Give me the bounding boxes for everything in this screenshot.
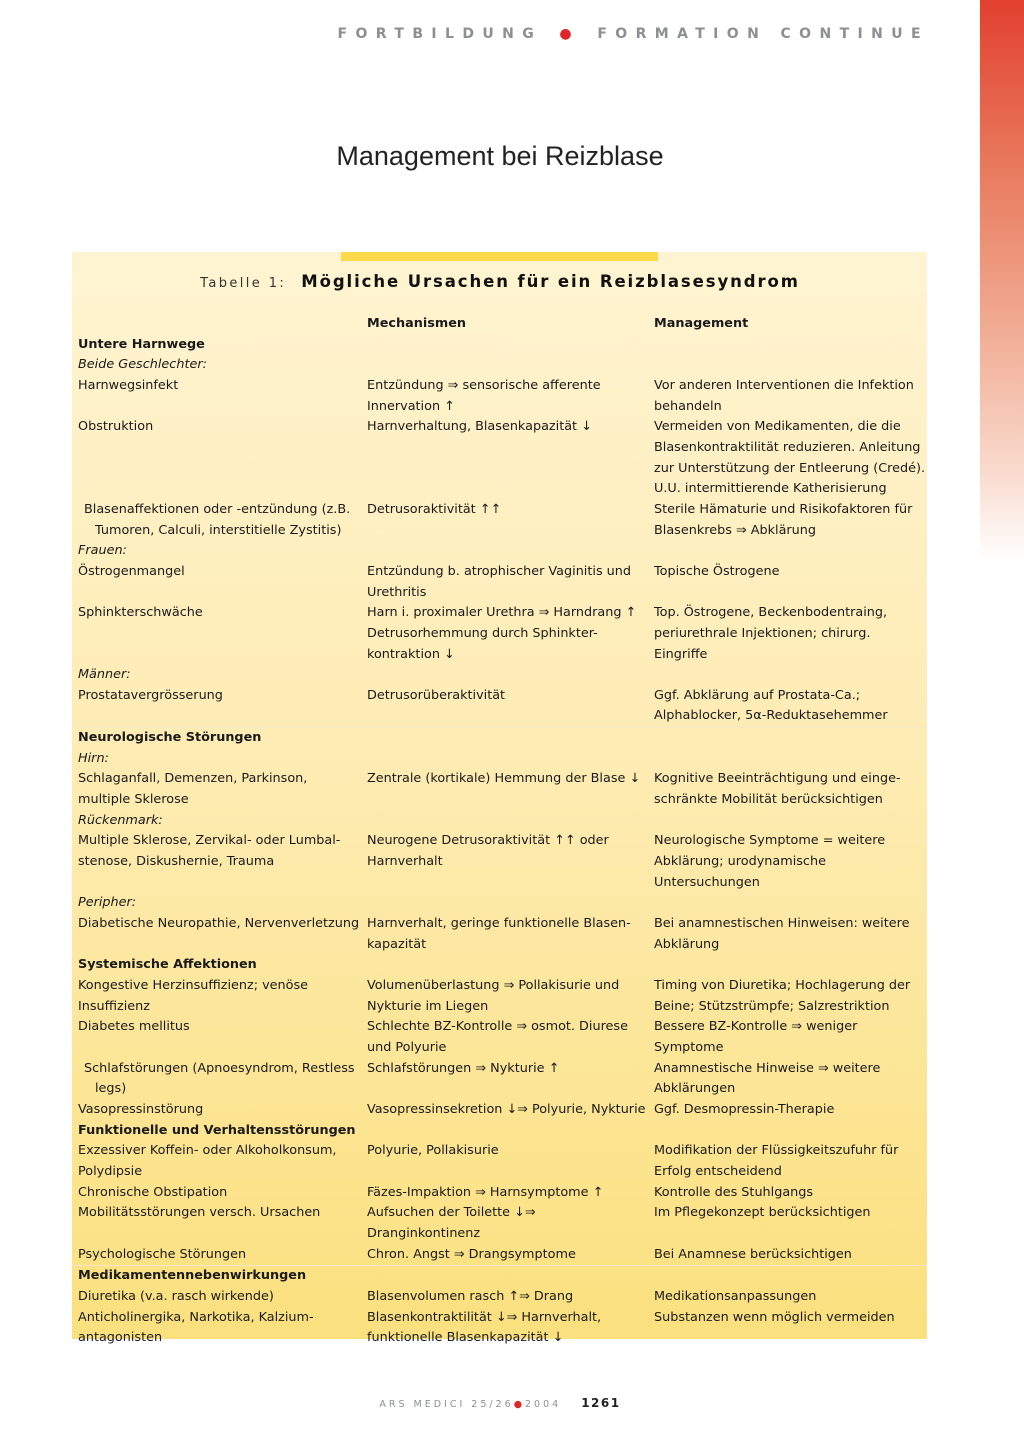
header-mechanisms: Mechanismen — [367, 316, 466, 331]
cause-cell: Neurologische Störungen — [72, 728, 361, 749]
table-caption — [0, 272, 1000, 291]
mechanism-cell: Blasenkontraktilität ↓⇒ Harnverhalt, funktionelle Blasenkapazität ↓ — [367, 1309, 602, 1346]
table-row — [72, 686, 927, 728]
cause-cell: Frauen: — [78, 543, 127, 559]
management-cell: Sterile Hämaturie und Risikofaktoren für Blasenkrebs ⇒ Abklärung — [654, 501, 913, 538]
table-label: Tabelle 1: — [200, 276, 287, 291]
table-row — [72, 562, 927, 603]
table-row — [72, 1308, 927, 1349]
table-row — [72, 831, 927, 893]
table-row — [72, 914, 927, 955]
subcategory-row — [72, 355, 927, 376]
mechanism-cell: Harn i. proximaler Urethra ⇒ Harndrang ↑ Detrusorhemmung durch Sphinkter-kontraktion ↓ — [367, 605, 637, 662]
cause-cell: Obstruktion — [78, 419, 154, 435]
cause-cell: Vasopressinstörung — [78, 1101, 204, 1117]
cause-cell: Prostatavergrösserung — [78, 687, 223, 703]
subcategory-row — [72, 893, 927, 914]
management-cell: Vermeiden von Medikamenten, die die Blasenkontraktilität reduzieren. Anleitung zur Unterstützung der Entleerung (Credé). U.U. intermittierende Katherisierung — [654, 419, 926, 497]
table-row — [72, 417, 927, 500]
cause-cell: Diabetes mellitus — [78, 1019, 190, 1035]
management-cell — [648, 728, 927, 749]
management-cell: Bessere BZ-Kontrolle ⇒ weniger Symptome — [654, 1019, 858, 1055]
mechanism-cell: Schlafstörungen ⇒ Nykturie ↑ — [367, 1060, 560, 1076]
mechanism-cell: Entzündung b. atrophischer Vaginitis und Urethritis — [367, 563, 632, 600]
cause-cell: Exzessiver Koffein- oder Alkoholkonsum, Polydipsie — [78, 1143, 337, 1179]
section-header-fr: FORMATION CONTINUE — [597, 26, 929, 42]
management-cell — [648, 541, 927, 562]
cause-cell: Untere Harnwege — [78, 336, 205, 352]
mechanism-cell — [361, 541, 648, 562]
page-footer — [0, 1392, 1000, 1411]
management-cell: Im Pflegekonzept berücksichtigen — [654, 1205, 871, 1221]
subcategory-row — [72, 811, 927, 832]
journal-year: 2004 — [524, 1399, 562, 1410]
cause-cell: Rückenmark: — [78, 812, 163, 828]
table-row — [72, 976, 927, 1017]
cause-cell: Diabetische Neuropathie, Nervenverletzung — [78, 916, 360, 932]
subcategory-row — [72, 541, 927, 562]
mechanism-cell: Entzündung ⇒ sensorische afferente Innervation ↑ — [367, 377, 601, 414]
section-header-de: FORTBILDUNG — [337, 26, 543, 42]
page-number: 1261 — [581, 1396, 621, 1410]
category-row — [72, 955, 927, 976]
table-header-row — [72, 314, 927, 335]
mechanism-cell: Detrusorüberaktivität — [367, 687, 506, 703]
cause-cell: Anticholinergika, Narkotika, Kalzium-antagonisten — [78, 1309, 314, 1346]
table-row — [72, 1245, 927, 1266]
table-body — [72, 335, 927, 1349]
cause-cell: Kongestive Herzinsuffizienz; venöse Insuffizienz — [78, 978, 309, 1014]
table-title: Mögliche Ursachen für ein Reizblasesyndrom — [301, 272, 800, 291]
cause-cell — [72, 500, 361, 541]
table-row — [72, 1100, 927, 1121]
mechanism-cell — [361, 728, 648, 749]
cause-cell: Diuretika (v.a. rasch wirkende) — [78, 1288, 274, 1304]
cause-cell: Sphinkterschwäche — [78, 605, 203, 621]
cause-cell: Hirn: — [78, 750, 109, 766]
cause-cell: Östrogenmangel — [78, 563, 185, 579]
header-cause — [72, 314, 361, 335]
mechanism-cell: Zentrale (kortikale) Hemmung der Blase ↓ — [367, 771, 641, 787]
journal-name: ARS MEDICI 25/26 — [379, 1399, 514, 1410]
table-row — [72, 1059, 927, 1100]
cause-cell: Männer: — [78, 667, 131, 683]
management-cell: Substanzen wenn möglich vermeiden — [654, 1309, 895, 1325]
section-header — [338, 26, 929, 42]
management-cell: Neurologische Symptome = weitere Abklärung; urodynamische Untersuchungen — [654, 833, 886, 890]
mechanism-cell: Detrusoraktivität ↑↑ — [367, 501, 502, 517]
page-title: Management bei Reizblase — [336, 141, 664, 171]
management-cell — [648, 335, 927, 356]
management-cell: Kognitive Beeinträchtigung und einge-schränkte Mobilität berücksichtigen — [654, 771, 901, 808]
mechanism-cell: Aufsuchen der Toilette ↓⇒ Dranginkontinenz — [367, 1205, 536, 1241]
table-row — [72, 1017, 927, 1058]
management-cell — [648, 811, 927, 832]
table-row — [72, 1183, 927, 1204]
cause-cell: Funktionelle und Verhaltensstörungen — [78, 1122, 356, 1138]
mechanism-cell: Volumenüberlastung ⇒ Pollakisurie und Nykturie im Liegen — [367, 978, 620, 1014]
mechanism-cell: Fäzes-Impaktion ⇒ Harnsymptome ↑ — [367, 1184, 604, 1200]
management-cell — [648, 1121, 927, 1142]
mechanism-cell — [361, 355, 648, 376]
cause-cell — [72, 1059, 361, 1100]
category-row — [72, 1266, 927, 1287]
table-row — [72, 1141, 927, 1182]
management-cell: Kontrolle des Stuhlgangs — [654, 1184, 814, 1200]
header-management: Management — [654, 316, 749, 331]
cause-cell: Beide Geschlechter: — [78, 357, 207, 373]
cause-text: Schlafstörungen (Apnoesyndrom, Restless legs) — [84, 1060, 355, 1097]
mechanism-cell — [361, 1266, 648, 1287]
red-dot-icon: ● — [513, 1399, 525, 1410]
category-row — [72, 1121, 927, 1142]
table-row — [72, 1203, 927, 1244]
subcategory-row — [72, 749, 927, 770]
cause-cell: Systemische Affektionen — [78, 957, 257, 973]
mechanism-cell: Chron. Angst ⇒ Drangsymptome — [367, 1246, 576, 1262]
management-cell: Ggf. Desmopressin-Therapie — [654, 1101, 835, 1117]
management-cell: Vor anderen Interventionen die Infektion behandeln — [654, 377, 914, 414]
management-cell — [648, 955, 927, 976]
cause-cell: Harnwegsinfekt — [78, 377, 179, 393]
management-cell — [648, 1266, 927, 1287]
subcategory-row — [72, 665, 927, 686]
cause-cell: Medikamentennebenwirkungen — [72, 1266, 361, 1287]
cause-cell: Chronische Obstipation — [78, 1184, 228, 1200]
mechanism-cell — [361, 665, 648, 686]
management-cell: Bei Anamnese berücksichtigen — [654, 1246, 852, 1262]
mechanism-cell: Neurogene Detrusoraktivität ↑↑ oder Harnverhalt — [367, 833, 609, 870]
category-row — [72, 335, 927, 356]
cause-cell: Multiple Sklerose, Zervikal- oder Lumbal-stenose, Diskushernie, Trauma — [78, 833, 341, 870]
management-cell: Medikationsanpassungen — [654, 1288, 817, 1304]
management-cell — [648, 893, 927, 914]
mechanism-cell: Harnverhalt, geringe funktionelle Blasen-kapazität — [367, 916, 631, 952]
mechanism-cell: Polyurie, Pollakisurie — [367, 1143, 499, 1159]
mechanism-cell: Schlechte BZ-Kontrolle ⇒ osmot. Diurese und Polyurie — [367, 1019, 628, 1055]
mechanism-cell — [361, 893, 648, 914]
management-cell — [648, 665, 927, 686]
table-row — [72, 376, 927, 417]
mechanism-cell — [361, 749, 648, 770]
cause-cell: Schlaganfall, Demenzen, Parkinson, multiple Sklerose — [78, 771, 308, 808]
management-cell: Ggf. Abklärung auf Prostata-Ca.; Alphablocker, 5α-Reduktasehemmer — [654, 687, 888, 724]
mechanism-cell: Vasopressinsekretion ↓⇒ Polyurie, Nykturie — [367, 1101, 646, 1117]
management-cell: Modifikation der Flüssigkeitszufuhr für Erfolg entscheidend — [654, 1143, 899, 1179]
mechanism-cell — [361, 335, 648, 356]
mechanism-cell — [361, 811, 648, 832]
management-cell — [648, 355, 927, 376]
management-cell — [648, 749, 927, 770]
table-row — [72, 603, 927, 665]
management-cell: Timing von Diuretika; Hochlagerung der Beine; Stützstrümpfe; Salzrestriktion — [654, 978, 911, 1014]
category-row — [72, 728, 927, 749]
table-accent-bar — [341, 252, 658, 261]
causes-table — [72, 314, 927, 1349]
management-cell: Anamnestische Hinweise ⇒ weitere Abklärungen — [654, 1060, 881, 1097]
management-cell: Top. Östrogene, Beckenbodentraing, periurethrale Injektionen; chirurg. Eingriffe — [654, 605, 888, 662]
management-cell: Bei anamnestischen Hinweisen: weitere Abklärung — [654, 916, 910, 952]
cause-text: Blasenaffektionen oder -entzündung (z.B. Tumoren, Calculi, interstitielle Zystitis) — [84, 501, 351, 538]
table-row — [72, 1287, 927, 1308]
table-row — [72, 500, 927, 541]
journal-ref — [379, 1399, 567, 1410]
mechanism-cell: Blasenvolumen rasch ↑⇒ Drang — [367, 1288, 574, 1304]
mechanism-cell: Harnverhaltung, Blasenkapazität ↓ — [367, 419, 592, 435]
cause-cell: Psychologische Störungen — [78, 1246, 247, 1262]
table-row — [72, 769, 927, 810]
mechanism-cell — [361, 955, 648, 976]
management-cell: Topische Östrogene — [654, 563, 780, 579]
red-dot-icon: ● — [559, 26, 581, 42]
mechanism-cell — [361, 1121, 648, 1142]
cause-cell: Mobilitätsstörungen versch. Ursachen — [78, 1205, 321, 1221]
cause-cell: Peripher: — [78, 895, 137, 911]
